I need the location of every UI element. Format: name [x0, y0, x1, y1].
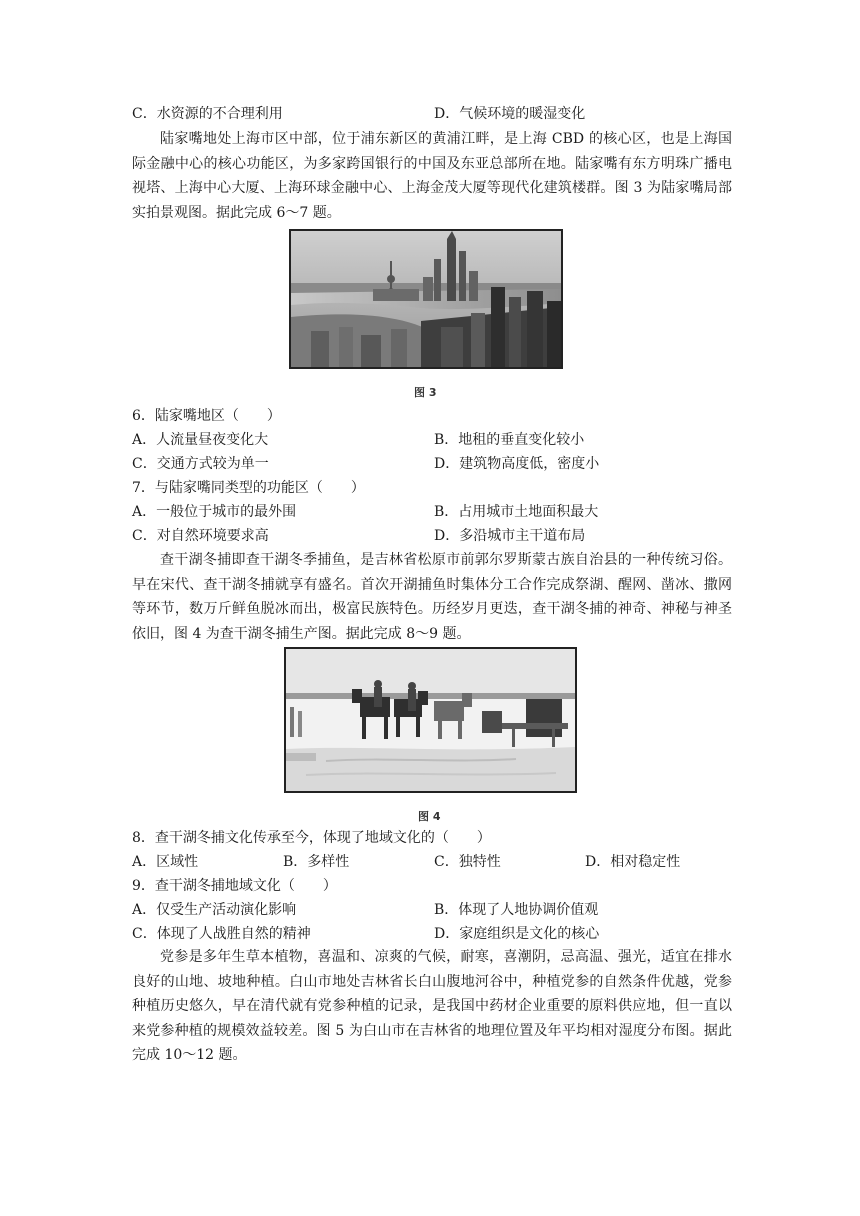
- winter-fishing-photo-icon: [286, 649, 575, 791]
- figure-3-photo: [289, 229, 563, 369]
- q7-stem: 7．与陆家嘴同类型的功能区（ ）: [132, 480, 365, 496]
- q5-option-d[interactable]: D．气候环境的暖湿变化: [434, 106, 586, 122]
- passage-dangshen: 党参是多年生草本植物，喜温和、凉爽的气候，耐寒，喜潮阴，忌高温、强光，适宜在排水良好的山地、坡地种植。白山市地处吉林省长白山腹地河谷中，种植党参的自然条件优越，党参种植历史悠久，早在清代就有党参种植的记录，是我国中药材企业重要的原料供应地，但一直以来党参种植的规模效益较差。图 5 为白山市在吉林省的地理位置及年平均相对湿度分布图。据此完成 10～12 题。: [132, 949, 732, 1063]
- q6-option-b[interactable]: B．地租的垂直变化较小: [434, 432, 585, 448]
- q8-option-b[interactable]: B．多样性: [283, 854, 350, 870]
- q6-option-c[interactable]: C．交通方式较为单一: [132, 456, 269, 472]
- figure-4-photo: [284, 647, 577, 793]
- q8-option-a[interactable]: A．区域性: [132, 854, 199, 870]
- q5-option-c[interactable]: C．水资源的不合理利用: [132, 106, 283, 122]
- q7-option-b[interactable]: B．占用城市土地面积最大: [434, 504, 599, 520]
- q6-stem: 6．陆家嘴地区（ ）: [132, 408, 281, 424]
- q8-option-d[interactable]: D．相对稳定性: [585, 854, 681, 870]
- q9-option-c[interactable]: C．体现了人战胜自然的精神: [132, 926, 311, 942]
- q8-stem: 8．查干湖冬捕文化传承至今，体现了地域文化的（ ）: [132, 830, 491, 846]
- q9-option-d[interactable]: D．家庭组织是文化的核心: [434, 926, 600, 942]
- q6-option-a[interactable]: A．人流量昼夜变化大: [132, 432, 269, 448]
- q7-option-d[interactable]: D．多沿城市主干道布局: [434, 528, 586, 544]
- city-skyline-photo-icon: [291, 231, 561, 367]
- q7-option-c[interactable]: C．对自然环境要求高: [132, 528, 269, 544]
- figure-3-caption: 图 3: [414, 386, 437, 399]
- q8-option-c[interactable]: C．独特性: [434, 854, 501, 870]
- figure-4-caption: 图 4: [418, 810, 441, 823]
- q9-option-a[interactable]: A．仅受生产活动演化影响: [132, 902, 297, 918]
- q6-option-d[interactable]: D．建筑物高度低，密度小: [434, 456, 600, 472]
- q7-option-a[interactable]: A．一般位于城市的最外围: [132, 504, 297, 520]
- passage-lujiazui: 陆家嘴地处上海市区中部，位于浦东新区的黄浦江畔，是上海 CBD 的核心区，也是上海国际金融中心的核心功能区，为多家跨国银行的中国及东亚总部所在地。陆家嘴有东方明珠广播电视塔、上海中心大厦、上海环球金融中心、上海金茂大厦等现代化建筑楼群。图 3 为陆家嘴局部实拍景观图。据此完成 6～7 题。: [132, 131, 732, 221]
- passage-chagan-lake: 查干湖冬捕即查干湖冬季捕鱼，是吉林省松原市前郭尔罗斯蒙古族自治县的一种传统习俗。早在宋代、查干湖冬捕就享有盛名。首次开湖捕鱼时集体分工合作完成祭湖、醒网、凿冰、撒网等环节，数万斤鲜鱼脱冰而出，极富民族特色。历经岁月更迭，查干湖冬捕的神奇、神秘与神圣依旧，图 4 为查干湖冬捕生产图。据此完成 8～9 题。: [132, 552, 732, 642]
- q9-stem: 9．查干湖冬捕地域文化（ ）: [132, 878, 337, 894]
- q9-option-b[interactable]: B．体现了人地协调价值观: [434, 902, 599, 918]
